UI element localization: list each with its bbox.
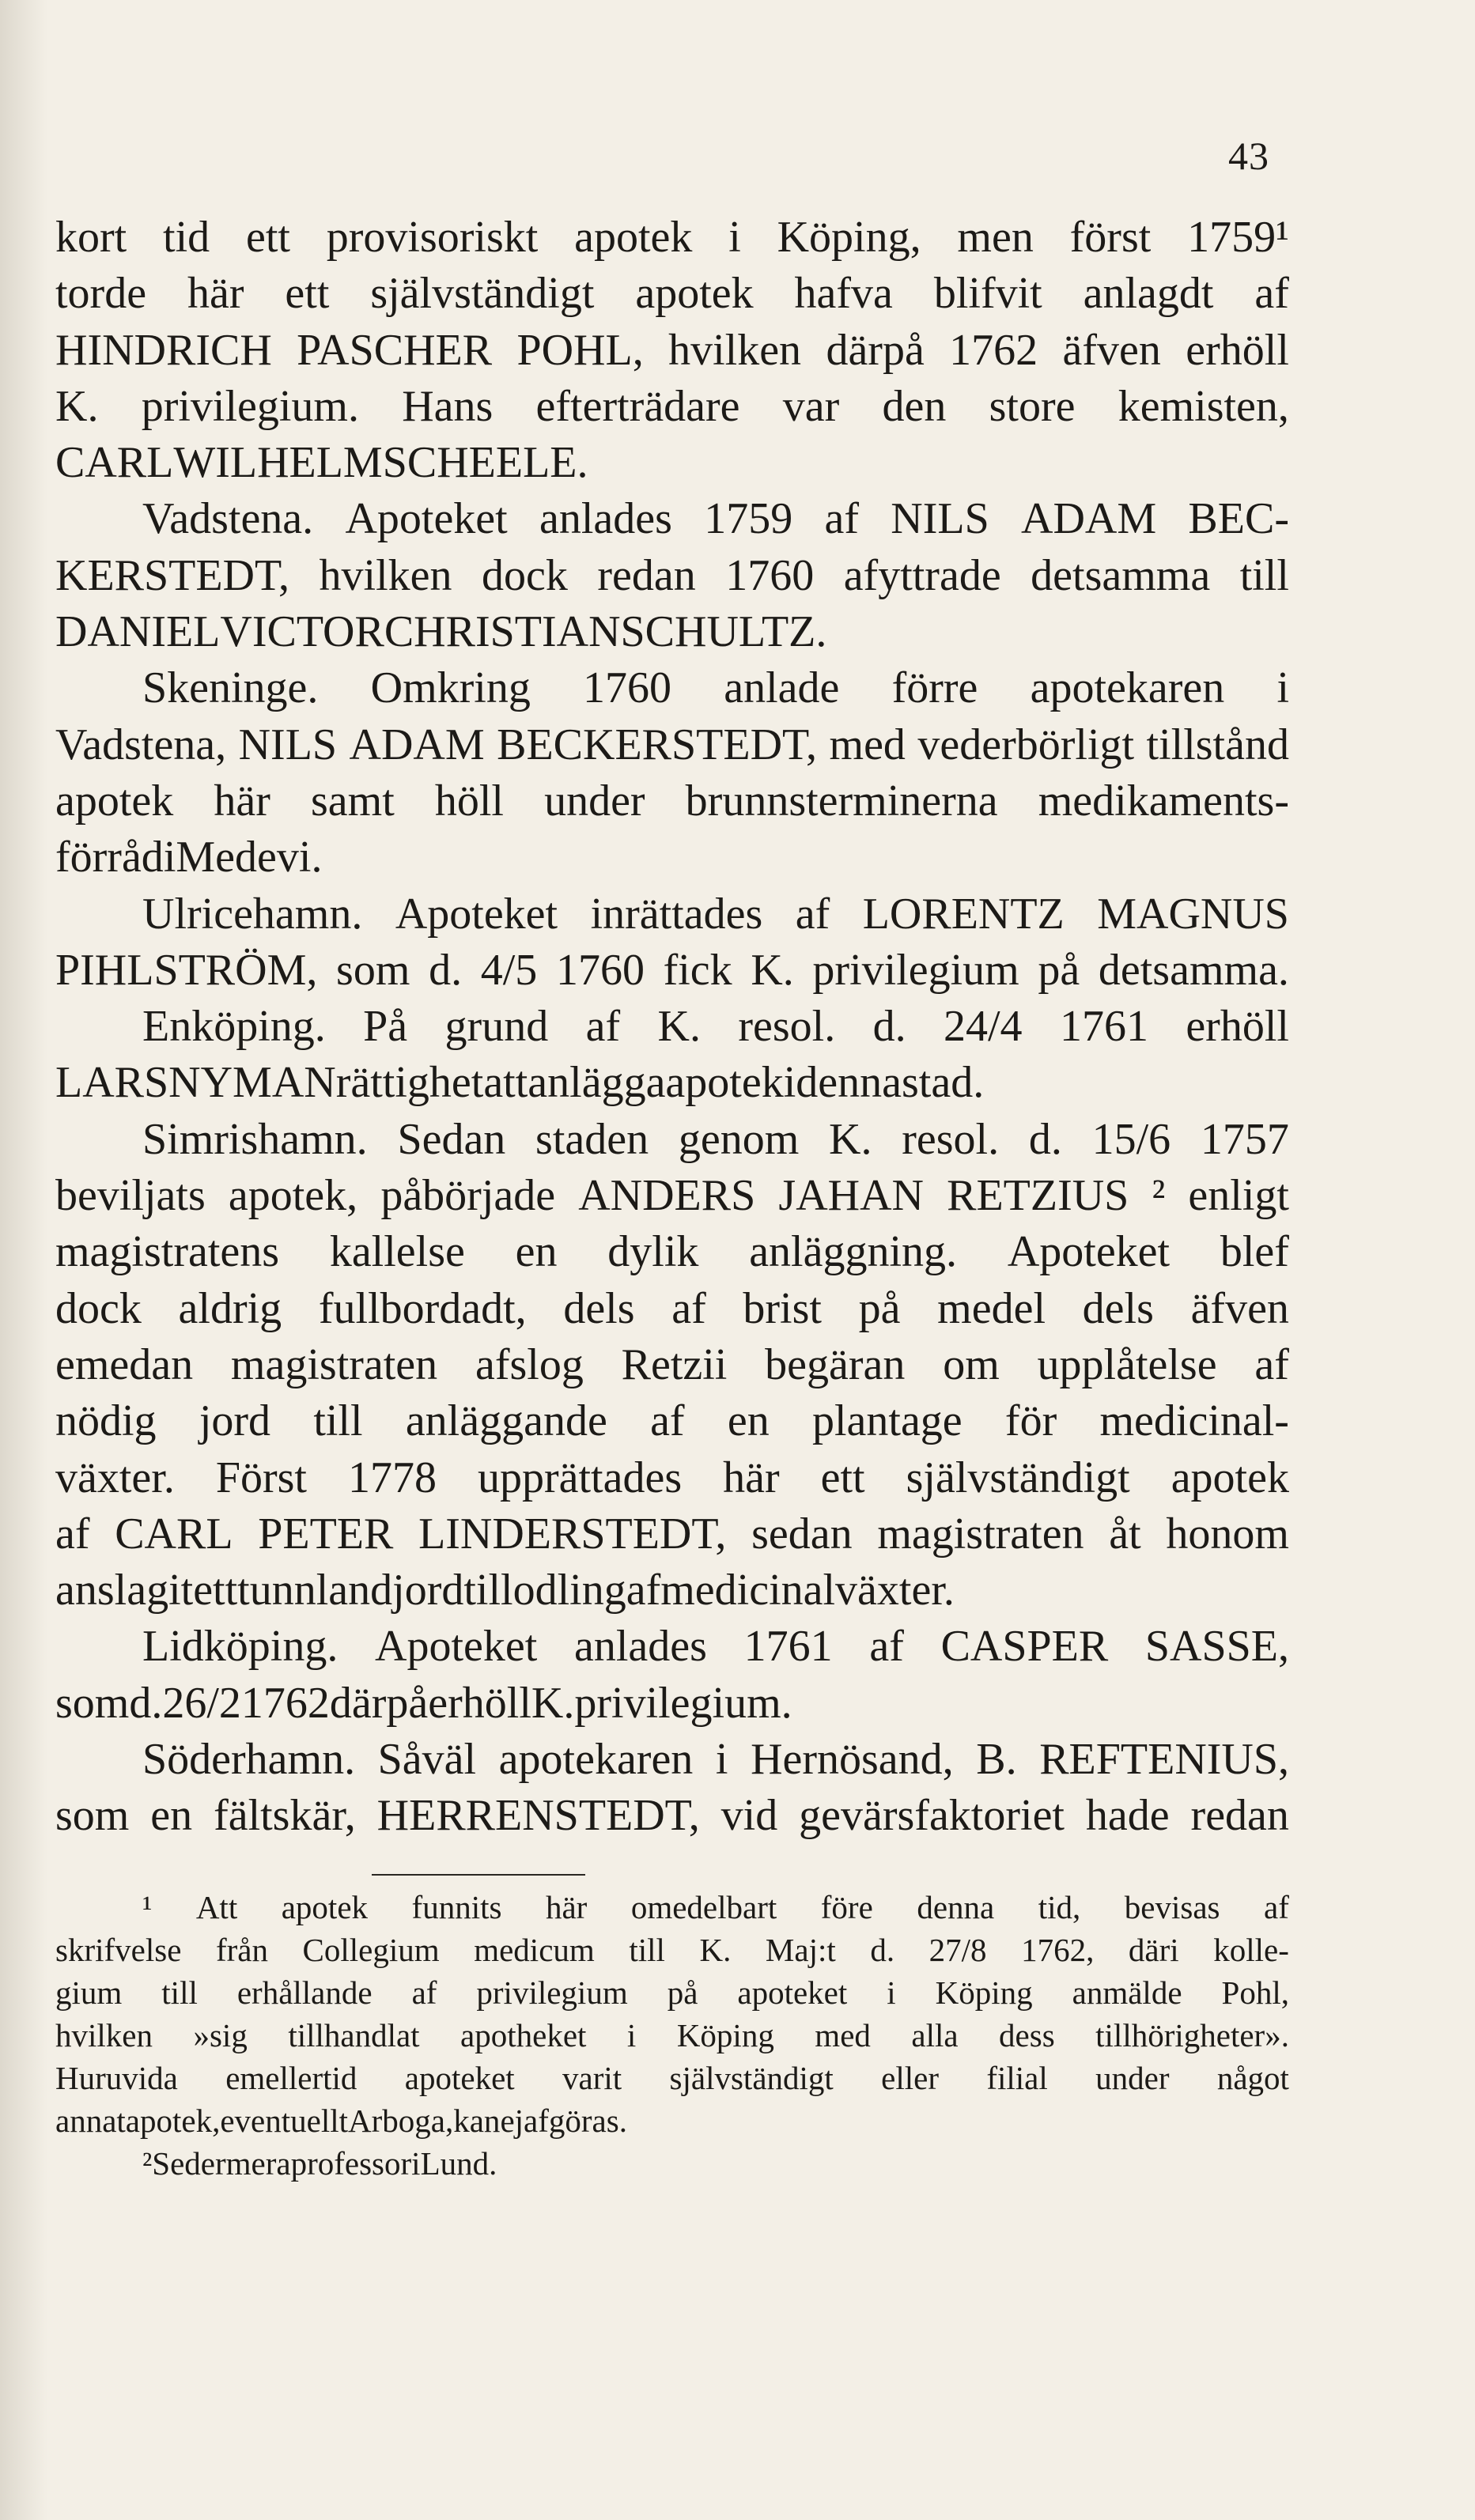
text-line-18: beviljats apotek, påbörjade ANDERS JAHAN RETZIUS ² enligt: [55, 1171, 1289, 1221]
text-line-5: CARL WILHELM SCHEELE.: [55, 438, 588, 488]
text-line-29: som en fältskär, HERRENSTEDT, vid gevärsfaktoriet hade redan: [55, 1791, 1289, 1841]
text-line-20: dock aldrig fullbordadt, dels af brist på medel dels äfven: [55, 1283, 1289, 1333]
text-line-12: förråd i Medevi.: [55, 833, 323, 882]
footnote-line-5: Huruvida emellertid apoteket varit självständigt eller filial under något: [55, 2060, 1289, 2096]
text-line-26: Lidköping. Apoteket anlades 1761 af CASPER SASSE,: [142, 1622, 1289, 1672]
text-line-2: torde här ett självständigt apotek hafva blifvit anlagdt af: [55, 269, 1289, 319]
text-line-1: kort tid ett provisoriskt apotek i Köping, men först 1759¹: [55, 213, 1289, 262]
text-line-9: Skeninge. Omkring 1760 anlade förre apotekaren i: [142, 663, 1289, 713]
text-line-19: magistratens kallelse en dylik anläggning. Apoteket blef: [55, 1227, 1289, 1277]
footnote-line-7: ² Sedermera professor i Lund.: [142, 2145, 497, 2182]
text-line-14: PIHLSTRÖM, som d. 4/5 1760 fick K. privilegium på detsamma.: [55, 945, 1289, 995]
text-line-25: anslagit ett tunnland jord till odling af medicinalväxter.: [55, 1566, 955, 1615]
text-line-22: nödig jord till anläggande af en plantage för medicinal-: [55, 1396, 1289, 1446]
text-line-3: HINDRICH PASCHER POHL, hvilken därpå 1762 äfven erhöll: [55, 325, 1289, 375]
page-edge-shadow: [0, 0, 47, 2520]
footnote-line-2: skrifvelse från Collegium medicum till K. Maj:t d. 27/8 1762, däri kolle-: [55, 1932, 1289, 1968]
text-line-23: växter. Först 1778 upprättades här ett självständigt apotek: [55, 1453, 1289, 1502]
text-line-21: emedan magistraten afslog Retzii begäran om upplåtelse af: [55, 1339, 1289, 1389]
footnote-line-4: hvilken »sig tillhandlat apotheket i Köping med alla dess tillhörigheter».: [55, 2017, 1289, 2053]
footnotes: [55, 1886, 1289, 2185]
page-number: 43: [1228, 134, 1269, 178]
text-line-15: Enköping. På grund af K. resol. d. 24/4 1761 erhöll: [142, 1002, 1289, 1052]
text-line-10: Vadstena, NILS ADAM BECKERSTEDT, med vederbörligt tillstånd: [55, 720, 1289, 769]
text-line-13: Ulricehamn. Apoteket inrättades af LORENTZ MAGNUS: [142, 889, 1289, 939]
footnote-line-3: gium till erhållande af privilegium på apoteket i Köping anmälde Pohl,: [55, 1974, 1289, 2011]
text-line-17: Simrishamn. Sedan staden genom K. resol. d. 15/6 1757: [142, 1114, 1289, 1164]
body-text: [55, 210, 1289, 1845]
footnote-line-6: annat apotek, eventuellt Arboga, kan ej afgöras.: [55, 2103, 627, 2139]
text-line-6: Vadstena. Apoteket anlades 1759 af NILS ADAM BEC-: [142, 494, 1289, 544]
text-line-16: LARS NYMAN rättighet att anlägga apotek i denna stad.: [55, 1058, 985, 1108]
text-line-4: K. privilegium. Hans efterträdare var den store kemisten,: [55, 381, 1289, 431]
footnote-line-1: ¹ Att apotek funnits här omedelbart före denna tid, bevisas af: [142, 1889, 1289, 1925]
text-line-28: Söderhamn. Såväl apotekaren i Hernösand, B. REFTENIUS,: [142, 1735, 1289, 1785]
text-line-27: som d. 26/2 1762 därpå erhöll K. privilegium.: [55, 1678, 792, 1728]
text-line-8: DANIEL VICTOR CHRISTIAN SCHULTZ.: [55, 607, 827, 657]
text-line-11: apotek här samt höll under brunnsterminerna medikaments-: [55, 776, 1289, 826]
text-line-7: KERSTEDT, hvilken dock redan 1760 afyttrade detsamma till: [55, 550, 1289, 600]
footnote-separator: [372, 1874, 585, 1876]
text-line-24: af CARL PETER LINDERSTEDT, sedan magistraten åt honom: [55, 1509, 1289, 1558]
